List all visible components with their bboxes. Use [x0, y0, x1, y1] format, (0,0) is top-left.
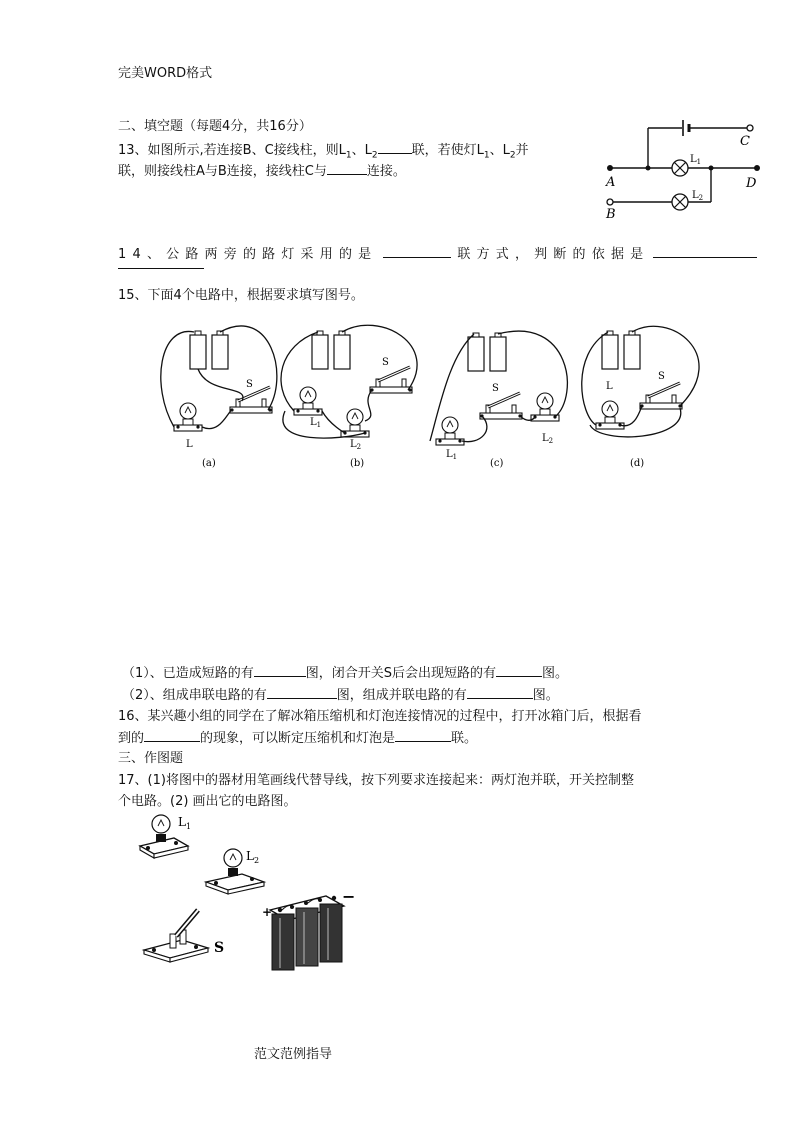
label-17-s: S — [214, 940, 225, 956]
blank-14-2[interactable] — [653, 245, 757, 258]
label-b-l2: $L_2$ — [350, 439, 362, 451]
blank-15-1b[interactable] — [496, 664, 542, 677]
question-15-text: 15、下面4个电路中，根据要求填写图号。 — [118, 288, 364, 303]
label-17-plus: + — [262, 905, 273, 919]
section-2-heading: 二、填空题（每题4分，共16分） — [118, 119, 312, 134]
blank-13-1[interactable] — [378, 141, 412, 154]
terminal-d — [754, 165, 760, 171]
caption-c: (c) — [490, 458, 504, 469]
label-l1: $L_1$ — [690, 154, 702, 166]
blank-16-1[interactable] — [144, 729, 200, 742]
label-b-s: S — [382, 357, 389, 368]
q13-circuit-figure — [598, 118, 778, 223]
question-16-line-1: 16、某兴趣小组的同学在了解冰箱压缩机和灯泡连接情况的过程中，打开冰箱门后，根据看 — [118, 709, 642, 724]
question-13-line-2: 联，则接线柱A与B连接，接线柱C与 连接。 — [118, 164, 406, 179]
label-l2: $L_2$ — [692, 190, 704, 202]
caption-d: (d) — [630, 458, 645, 469]
question-17-line-2: 个电路。(2) 画出它的电路图。 — [118, 794, 297, 809]
label-c-l2: $L_2$ — [542, 433, 554, 445]
blank-15-1a[interactable] — [254, 664, 306, 677]
question-15-sub-1: （1）、已造成短路的有 图，闭合开关S后会出现短路的有 图。 — [122, 666, 569, 681]
question-13-line-1: 13、如图所示,若连接B、C接线柱，则$L_1$、$L_2$ 联，若使灯$L_1$、$L_2$并 — [118, 143, 529, 161]
label-d-l: L — [606, 381, 613, 392]
blank-14-1[interactable] — [383, 245, 451, 258]
circuit-b — [281, 325, 417, 469]
component-l1 — [140, 815, 191, 858]
page-footer: 范文范例指导 — [254, 1047, 333, 1062]
question-15-sub-2: （2）、组成串联电路的有 图，组成并联电路的有 图。 — [122, 688, 559, 703]
label-a-s: S — [246, 379, 253, 390]
label-c-s: S — [492, 383, 499, 394]
label-c: C — [740, 134, 750, 149]
circuit-c — [430, 331, 567, 469]
caption-b: (b) — [350, 458, 365, 469]
label-17-minus: − — [342, 887, 356, 906]
label-b-l1: $L_1$ — [310, 417, 322, 429]
page-header: 完美WORD格式 — [118, 66, 213, 81]
component-battery — [262, 887, 355, 970]
component-l2 — [206, 849, 264, 894]
blank-15-2b[interactable] — [467, 686, 533, 699]
section-3-heading: 三、作图题 — [118, 751, 184, 766]
label-c-l1: $L_1$ — [446, 449, 458, 461]
blank-16-2[interactable] — [395, 729, 451, 742]
question-14-line-1: 14、公路两旁的路灯采用的是 联方式，判断的依据是 — [118, 245, 757, 264]
label-d-s: S — [658, 371, 665, 382]
circuit-d — [582, 326, 699, 469]
label-17-l1: $L_1$ — [178, 815, 192, 831]
question-17-line-1: 17、(1)将图中的器材用笔画线代替导线，按下列要求连接起来：两灯泡并联，开关控制整 — [118, 773, 634, 788]
component-switch — [144, 910, 224, 962]
question-16-line-2: 到的 的现象，可以断定压缩机和灯泡是 联。 — [118, 731, 478, 746]
q15-circuits-figure — [150, 315, 710, 475]
caption-a: (a) — [202, 458, 216, 469]
label-a-l: L — [186, 439, 193, 450]
label-17-l2: $L_2$ — [246, 849, 260, 865]
terminal-b — [607, 199, 613, 205]
terminal-c — [747, 125, 753, 131]
circuit-a — [161, 326, 277, 469]
q17-components-figure — [130, 810, 370, 985]
blank-13-2[interactable] — [327, 162, 367, 175]
label-d: D — [746, 176, 757, 191]
label-a: A — [606, 175, 616, 190]
blank-14-continuation[interactable] — [118, 268, 204, 269]
blank-15-2a[interactable] — [267, 686, 337, 699]
label-b: B — [606, 207, 616, 222]
